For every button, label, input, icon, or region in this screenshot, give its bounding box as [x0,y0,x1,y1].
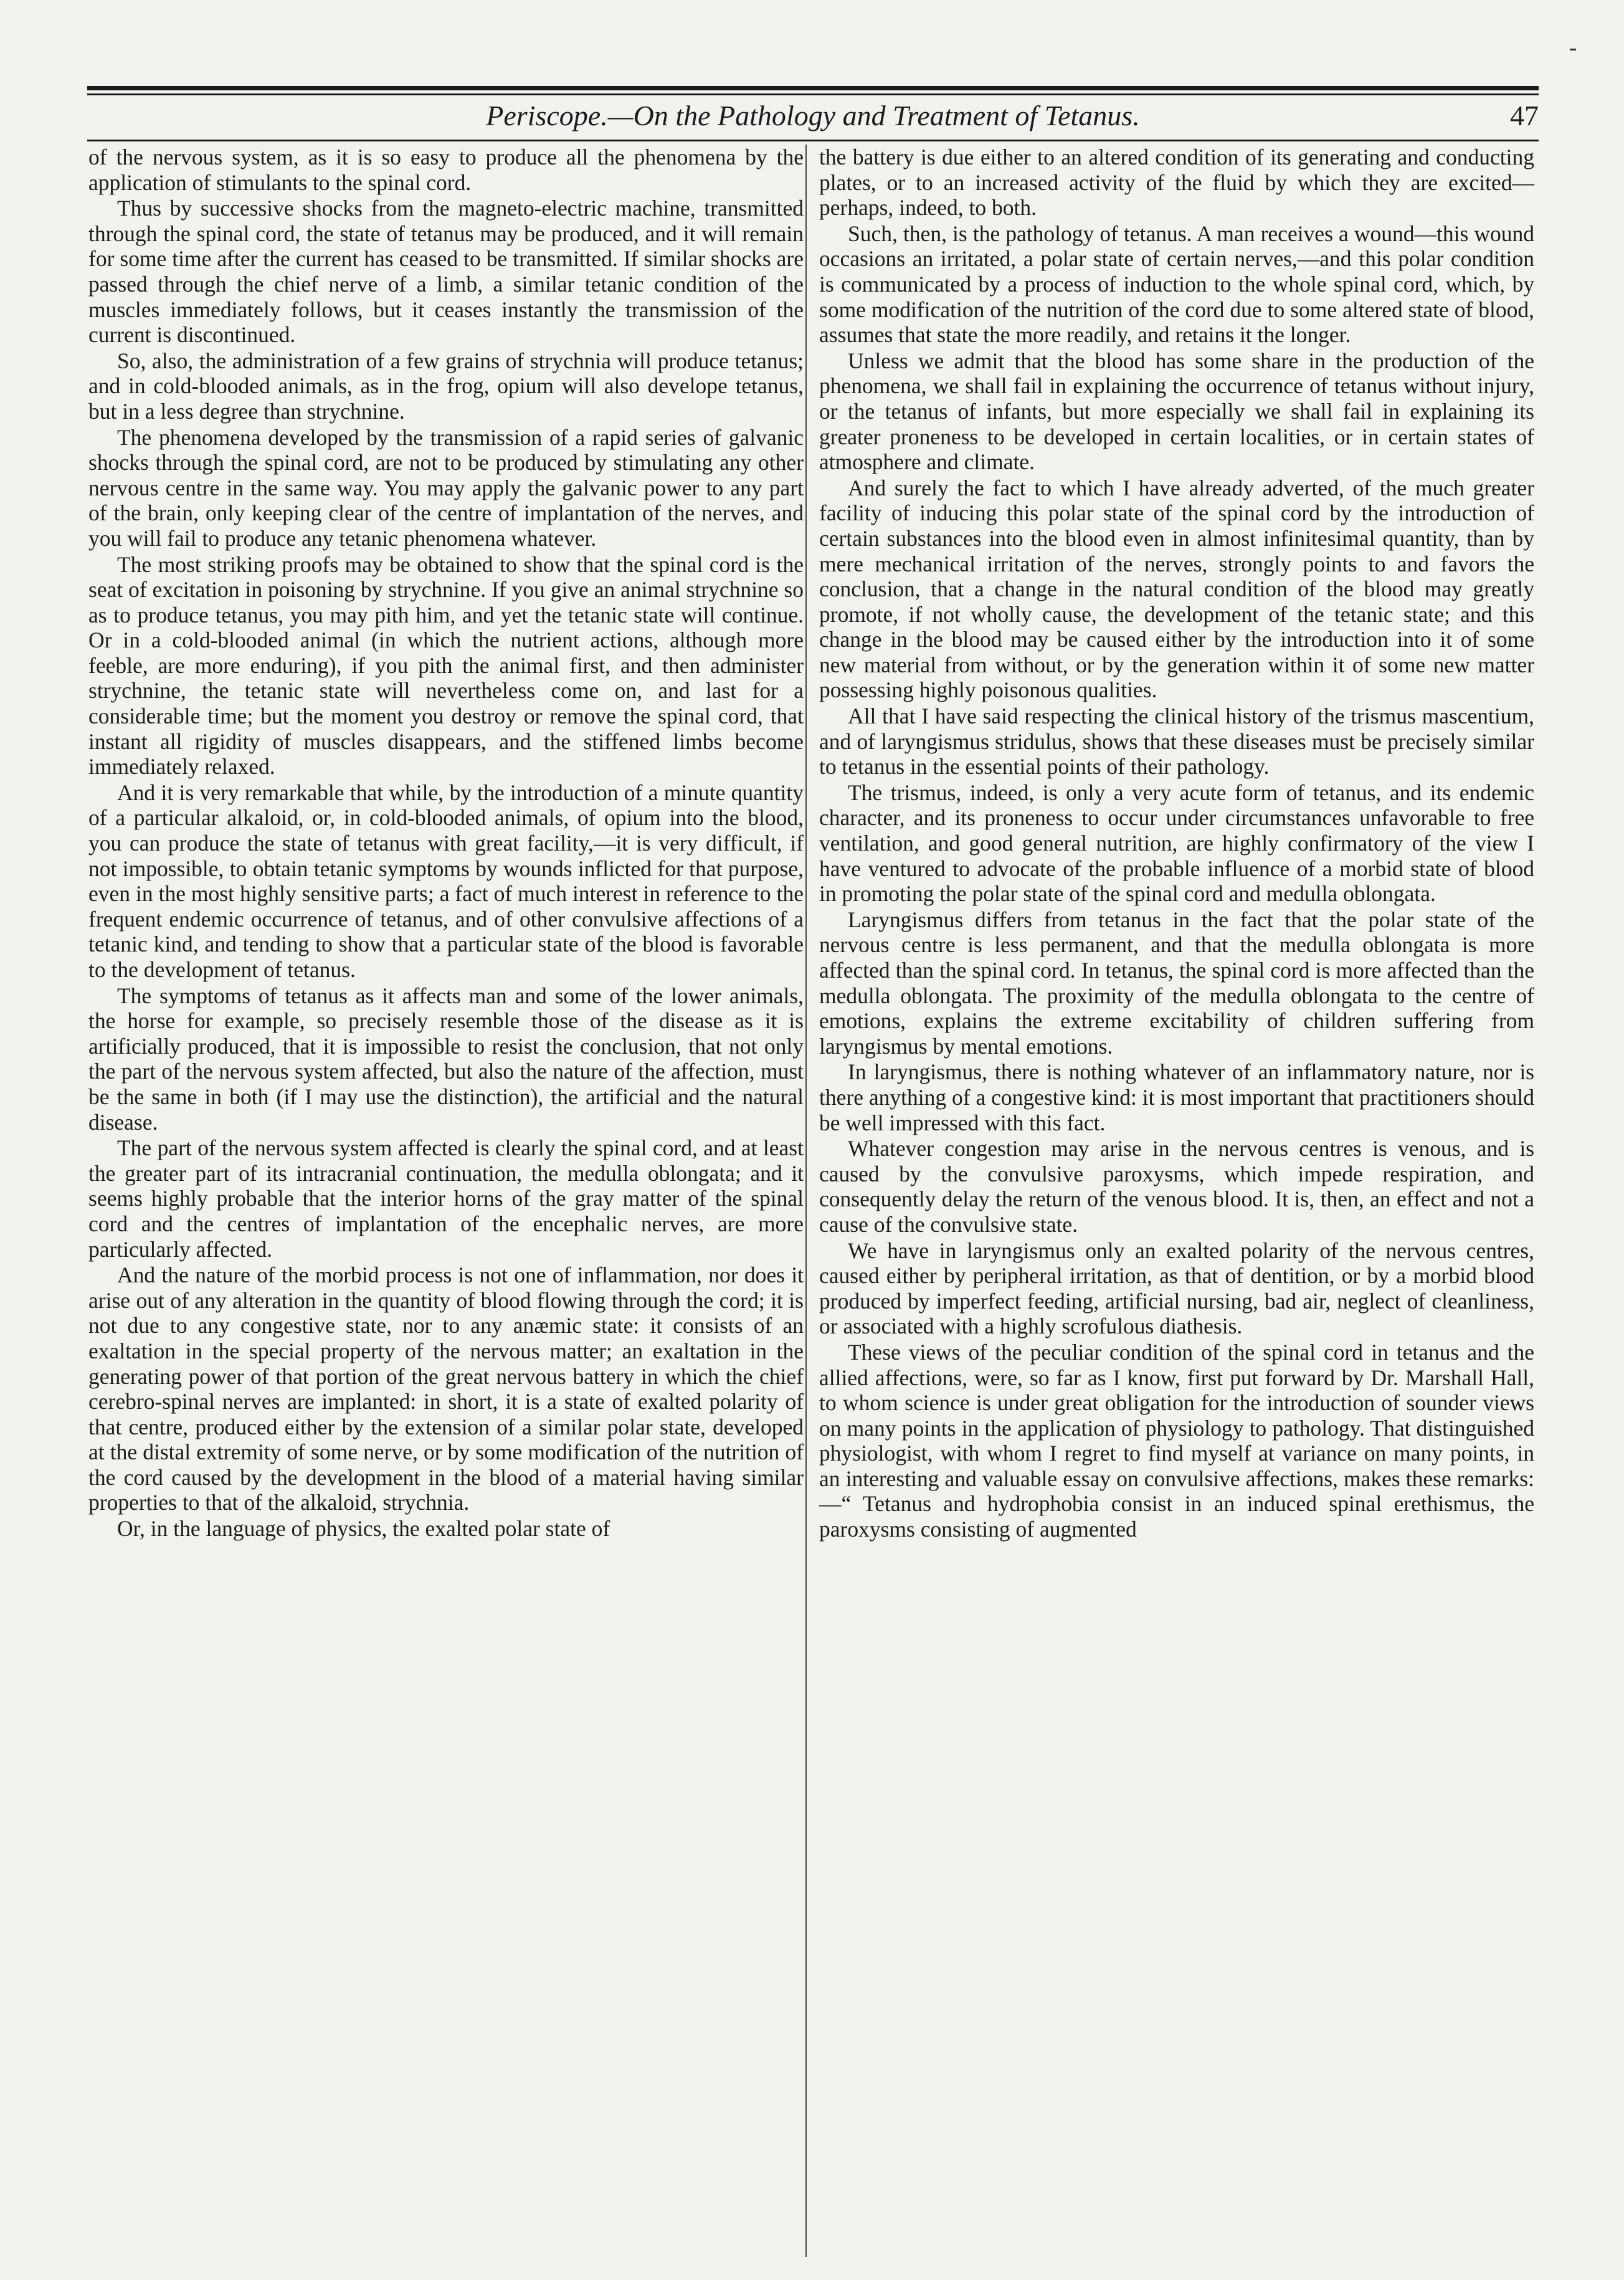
paragraph: Whatever congestion may arise in the nervous centres is venous, and is caused by the convulsive paroxysms, which impede respiration, and consequently delay the return of the venous blood. It is, then, an effect and not a cause of the convulsive state. [819,1136,1534,1237]
paragraph: Unless we admit that the blood has some share in the production of the phenomena, we shall fail in explaining the occurrence of tetanus without injury, or the tetanus of infants, but more especially we shall fail in explaining its greater proneness to be developed in certain localities, or in certain states of atmosphere and climate. [819,348,1534,475]
paragraph: And surely the fact to which I have already adverted, of the much greater facility of inducing this polar state of the spinal cord by the introduction of certain substances into the blood even in almost infinitesimal quantity, than by mere mechanical irritation of the nerves, strongly points to and favors the conclusion, that a change in the natural condition of the blood may greatly promote, if not wholly cause, the development of the tetanic state; and this change in the blood may be caused either by the introduction into it of some new material from without, or by the generation within it of some new matter possessing highly poisonous qualities. [819,475,1534,703]
paragraph: The symptoms of tetanus as it affects man and some of the lower animals, the horse for example, so precisely resemble those of the disease as it is artificially produced, that it is impossible to resist the conclusion, that not only the part of the nervous system affected, but also the nature of the affection, must be the same in both (if I may use the distinction), the artificial and the natural disease. [88,983,804,1135]
left-column [88,145,804,1542]
paragraph: All that I have said respecting the clinical history of the trismus mascentium, and of laryngismus stridulus, shows that these diseases must be precisely similar to tetanus in the essential points of their pathology. [819,704,1534,780]
paragraph: the battery is due either to an altered condition of its generating and conducting plates, or to an increased activity of the fluid by which they are excited—perhaps, indeed, to both. [819,145,1534,221]
paragraph: Such, then, is the pathology of tetanus. A man receives a wound—this wound occasions an irritated, a polar state of certain nerves,—and this polar condition is communicated by a process of induction to the whole spinal cord, which, by some modification of the nutrition of the cord due to some altered state of blood, assumes that state the more readily, and retains it the longer. [819,221,1534,348]
paragraph: Or, in the language of physics, the exalted polar state of [117,1516,610,1542]
header-rule [87,140,1539,141]
print-mark [1570,49,1576,50]
running-title: Periscope.—On the Pathology and Treatment of Tetanus. [486,100,1140,131]
paragraph: The most striking proofs may be obtained to show that the spinal cord is the seat of excitation in poisoning by strychnine. If you give an animal strychnine so as to produce tetanus, you may pith him, and yet the tetanic state will continue. Or in a cold-blooded animal (in which the nutrient actions, although more feeble, are more enduring), if you pith the animal first, and then administer strychnine, the tetanic state will nevertheless come on, and last for a considerable time; but the moment you destroy or remove the spinal cord, that instant all rigidity of muscles disappears, and the stiffened limbs become immediately relaxed. [88,551,804,780]
paragraph: Thus by successive shocks from the magneto-electric machine, transmitted through the spinal cord, the state of tetanus may be produced, and it will remain for some time after the current has ceased to be transmitted. If similar shocks are passed through the chief nerve of a limb, a similar tetanic condition of the muscles immediately follows, but it ceases instantly the transmission of the current is discontinued. [88,196,804,348]
paragraph: The trismus, indeed, is only a very acute form of tetanus, and its endemic character, and its proneness to occur under circumstances unfavorable to free ventilation, and good general nutrition, are highly confirmatory of the view I have ventured to advocate of the probable influence of a morbid state of blood in promoting the polar state of the spinal cord and medulla oblongata. [819,780,1534,907]
paragraph: We have in laryngismus only an exalted polarity of the nervous centres, caused either by peripheral irritation, as that of dentition, or by a morbid blood produced by imperfect feeding, artificial nursing, bad air, neglect of cleanliness, or associated with a highly scrofulous diathesis. [819,1238,1534,1339]
paragraph: In laryngismus, there is nothing whatever of an inflammatory nature, nor is there anything of a congestive kind: it is most important that practitioners should be well impressed with this fact. [819,1059,1534,1135]
paragraph: The part of the nervous system affected is clearly the spinal cord, and at least the greater part of its intracranial continuation, the medulla oblongata; and it seems highly probable that the interior horns of the gray matter of the spinal cord and the centres of implantation of the encephalic nerves, are more particularly affected. [88,1135,804,1262]
page-number: 47 [1510,100,1539,131]
paragraph: And it is very remarkable that while, by the introduction of a minute quantity of a particular alkaloid, or, in cold-blooded animals, of opium into the blood, you can produce the state of tetanus with great facility,—it is very difficult, if not impossible, to obtain tetanic symptoms by wounds inflicted for that purpose, even in the most highly sensitive parts; a fact of much interest in reference to the frequent endemic occurrence of tetanus, and of other convulsive affections of a tetanic kind, and tending to show that a particular state of the blood is favorable to the development of tetanus. [88,780,804,982]
paragraph: And the nature of the morbid process is not one of inflammation, nor does it arise out of any alteration in the quantity of blood flowing through the cord; it is not due to any congestive state, nor to any anæmic state: it consists of an exaltation in the special property of the nervous matter; an exaltation in the generating power of that portion of the great nervous battery in which the chief cerebro-spinal nerves are implanted: in short, it is a state of exalted polarity of that centre, produced either by the extension of a similar polar state, developed at the distal extremity of some nerve, or by some modification of the nutrition of the cord caused by the development in the blood of a material having similar properties to that of the alkaloid, strychnia. [88,1262,804,1515]
column-divider [805,145,807,2257]
paragraph: So, also, the administration of a few grains of strychnia will produce tetanus; and in cold-blooded animals, as in the frog, opium will also develope tetanus, but in a less degree than strychnine. [88,348,804,424]
top-rule [87,86,1539,90]
paragraph: These views of the peculiar condition of the spinal cord in tetanus and the allied affections, were, so far as I know, first put forward by Dr. Marshall Hall, to whom science is under great obligation for the introduction of sounder views on many points in the application of physiology to pathology. That distinguished physiologist, with whom I regret to find myself at variance on many points, in an interesting and valuable essay on convulsive affections, makes these remarks:—“ Tetanus and hydrophobia consist in an induced spinal erethismus, the paroxysms consisting of augmented [819,1339,1534,1542]
paragraph: The phenomena developed by the transmission of a rapid series of galvanic shocks through the spinal cord, are not to be produced by stimulating any other nervous centre in the same way. You may apply the galvanic power to any part of the brain, only keeping clear of the centre of implantation of the nerves, and you will fail to produce any tetanic phenomena whatever. [88,424,804,551]
running-header [87,93,1539,138]
paragraph: of the nervous system, as it is so easy to produce all the phenomena by the application of stimulants to the spinal cord. [88,145,804,195]
right-column [819,145,1534,1543]
paragraph: Laryngismus differs from tetanus in the fact that the polar state of the nervous centre is less permanent, and that the medulla oblongata is more affected than the spinal cord. In tetanus, the spinal cord is more affected than the medulla oblongata. The proximity of the medulla oblongata to the centre of emotions, explains the extreme excitability of children suffering from laryngismus by mental emotions. [819,907,1534,1059]
